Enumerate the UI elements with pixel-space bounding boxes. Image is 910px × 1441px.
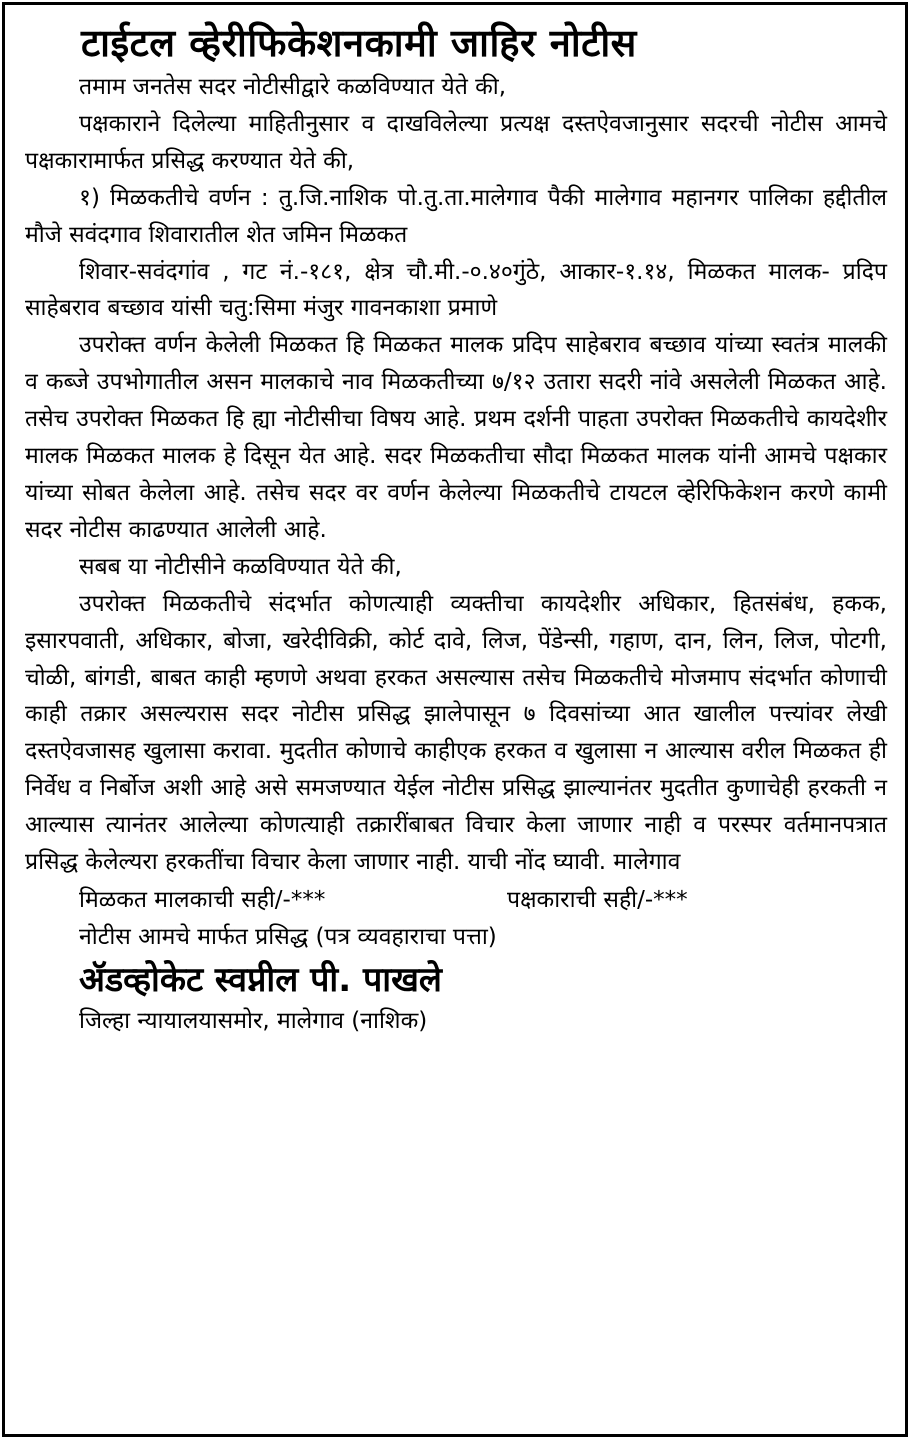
notice-inform-line: सबब या नोटीसीने कळविण्यात येते की, (79, 553, 402, 580)
public-notice (2, 2, 908, 1437)
objection-paragraph: उपरोक्त मिळकतीचे संदर्भात कोणत्याही व्यक्तीचा कायदेशीर अधिकार, हितसंबंध, हकक, इसारपवाती, अधिकार, बोजा, खरेदीविक्री, कोर्ट दावे, लिज, पेंडेन्सी, गहाण, दान, लिन, लिज, पोटगी, चोळी, बांगडी, बाबत काही म्हणणे अथवा हरकत असल्यास तसेच मिळकतीचे मोजमाप संदर्भात कोणाची काही तक्रार असल्यरास सदर नोटीस प्रसिद्ध झालेपासून ७ दिवसांच्या आत खालील पत्त्यांवर लेखी दस्तऐवजासह खुलासा करावा. मुदतीत कोणाचे काहीएक हरकत व खुलासा न आल्यास वरील मिळकत ही निर्वेध व निर्बोज अशी आहे असे समजण्यात येईल नोटीस प्रसिद्ध झाल्यानंतर मुदतीत कुणाचेही हरकती न आल्यास त्यानंतर आलेल्या कोणत्याही तक्रारींबाबत विचार केला जाणार नाही व परस्पर वर्तमानपत्रात प्रसिद्ध केलेल्यरा हरकतींचा विचार केला जाणार नाही. याची नोंद घ्यावी. मालेगाव (25, 590, 887, 876)
property-details: शिवार-सवंदगांव , गट नं.-१८१, क्षेत्र चौ.मी.-०.४०गुंठे, आकार-१.१४, मिळकत मालक- प्रदिप साहेबराव बच्छाव यांसी चतु:सिमा मंजुर गावनकाशा प्रमाणे (25, 258, 887, 322)
ownership-paragraph: उपरोक्त वर्णन केलेली मिळकत हि मिळकत मालक प्रदिप साहेबराव बच्छाव यांच्या स्वतंत्र मालकी व कब्जे उपभोगातील असन मालकाचे नाव मिळकतीच्या ७/१२ उतारा सदरी नांवे असलेली मिळकत आहे. तसेच उपरोक्त मिळकत हि ह्या नोटीसीचा विषय आहे. प्रथम दर्शनी पाहता उपरोक्त मिळकतीचे कायदेशीर मालक मिळकत मालक हे दिसून येत आहे. सदर मिळकतीचा सौदा मिळकत मालक यांनी आमचे पक्षकार यांच्या सोबत केलेला आहे. तसेच सदर वर वर्णन केलेल्या मिळकतीचे टायटल व्हेरिफिकेशन करणे कामी सदर नोटीस काढण्यात आलेली आहे. (25, 332, 887, 543)
signature-row (25, 881, 887, 919)
property-description: १) मिळकतीचे वर्णन : तु.जि.नाशिक पो.तु.ता.मालेगाव पैकी मालेगाव महानगर पालिका हद्दीतील मौजे सवंदगाव शिवारातील शेत जमिन मिळकत (25, 184, 887, 248)
owner-signature: मिळकत मालकाची सही/-*** (79, 886, 326, 913)
advocate-name: ॲडव्होकेट स्वप्नील पी. पाखले (79, 959, 442, 1000)
notice-intro: तमाम जनतेस सदर नोटीसीद्वारे कळविण्यात येते की, (79, 74, 507, 100)
notice-title: टाईटल व्हेरीफिकेशनकामी जाहिर नोटीस (81, 21, 637, 65)
advocate-address: जिल्हा न्यायालयासमोर, मालेगाव (नाशिक) (79, 1007, 428, 1034)
published-through: नोटीस आमचे मार्फत प्रसिद्ध (पत्र व्यवहाराचा पत्ता) (79, 923, 497, 950)
client-signature: पक्षकाराची सही/-*** (507, 886, 688, 913)
notice-paragraph-source: पक्षकाराने दिलेल्या माहितीनुसार व दाखविलेल्या प्रत्यक्ष दस्तऐवजानुसार सदरची नोटीस आमचे पक्षकारामार्फत प्रसिद्ध करण्यात येते की, (25, 110, 887, 174)
